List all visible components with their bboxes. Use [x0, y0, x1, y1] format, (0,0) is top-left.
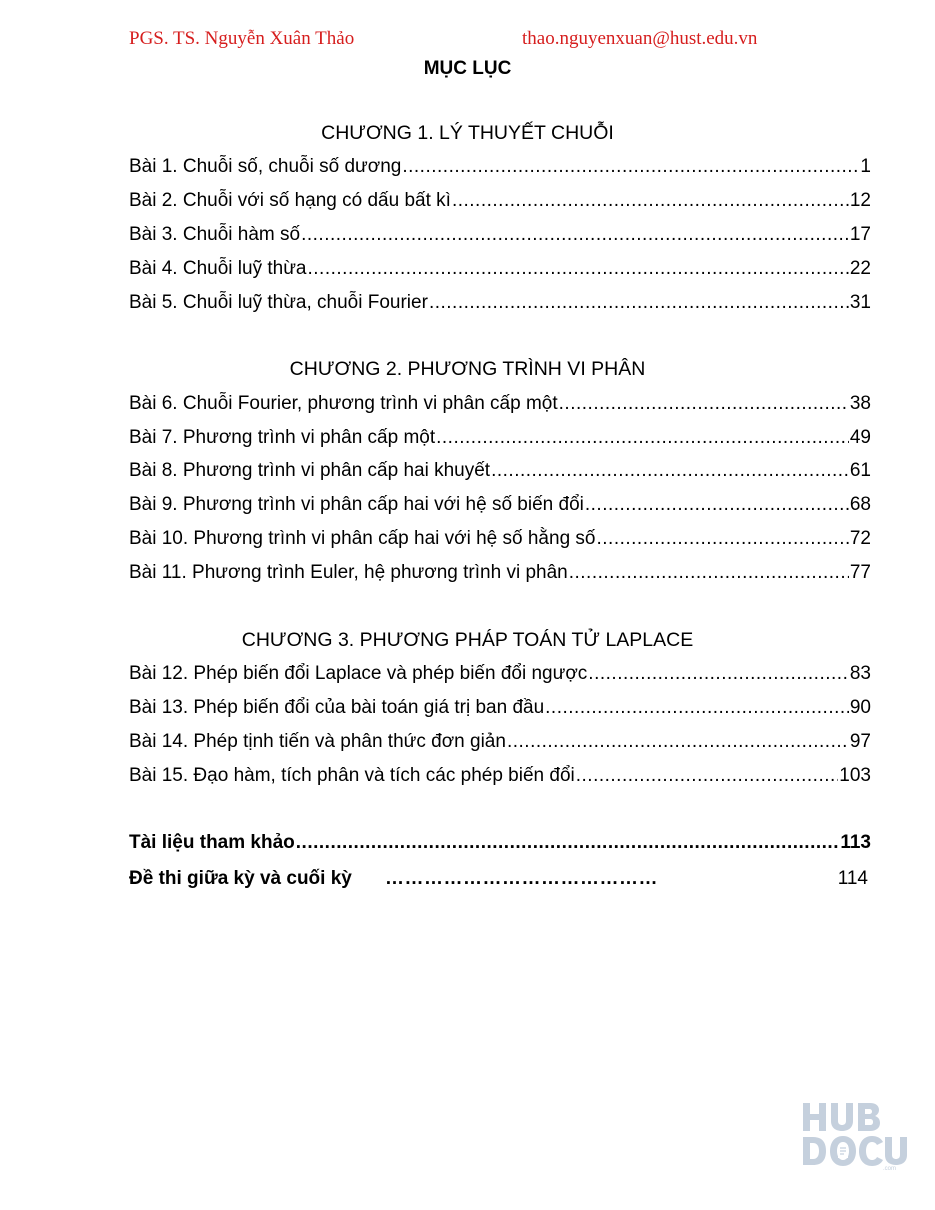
page-number: 1 — [860, 156, 871, 177]
toc-entry-12[interactable]: Bài 12. Phép biến đổi Laplace và phép biến đổi ngược ..... 83 — [129, 663, 871, 689]
page-number: 97 — [849, 731, 871, 752]
leader-dots — [491, 460, 849, 482]
page-number: 68 — [849, 494, 871, 515]
page-number: 12 — [849, 190, 871, 211]
toc-entry-5[interactable]: Bài 5. Chuỗi luỹ thừa, chuỗi Fourier ..... 31 — [129, 292, 871, 318]
toc-entry-9[interactable]: Bài 9. Phương trình vi phân cấp hai với hệ số biến đổi ..... 68 — [129, 494, 871, 520]
hubdocu-watermark-logo — [800, 1101, 908, 1171]
page-number: 17 — [849, 224, 871, 245]
toc-entry-2[interactable]: Bài 2. Chuỗi với số hạng có dấu bất kì ..... 12 — [129, 190, 871, 216]
toc-entry-1[interactable]: Bài 1. Chuỗi số, chuỗi số dương ..... 1 — [129, 156, 871, 182]
page-number: 61 — [849, 460, 871, 481]
leader-dots — [569, 562, 849, 584]
toc-entry-4[interactable]: Bài 4. Chuỗi luỹ thừa ..... 22 — [129, 258, 871, 284]
toc-entry-7[interactable]: Bài 7. Phương trình vi phân cấp một ..... 49 — [129, 427, 871, 453]
toc-entry-15[interactable]: Bài 15. Đạo hàm, tích phân và tích các phép biến đổi ..... 103 — [129, 765, 871, 791]
leader-dots — [576, 765, 839, 787]
author-email: thao.nguyenxuan@hust.edu.vn — [522, 28, 758, 49]
leader-dots — [507, 731, 849, 753]
toc-entry-3[interactable]: Bài 3. Chuỗi hàm số ..... 17 — [129, 224, 871, 250]
leader-dots — [596, 528, 848, 550]
chapter-2-heading: CHƯƠNG 2. PHƯƠNG TRÌNH VI PHÂN — [289, 358, 646, 380]
toc-entry-references[interactable]: Tài liệu tham khảo ..... 113 — [129, 832, 871, 858]
leader-dots — [559, 393, 849, 415]
page-number: 90 — [849, 697, 871, 718]
author-name: PGS. TS. Nguyễn Xuân Thảo — [129, 28, 355, 49]
page-number: 83 — [849, 663, 871, 684]
page-number: 49 — [849, 427, 871, 448]
chapter-1-heading: CHƯƠNG 1. LÝ THUYẾT CHUỖI — [321, 122, 614, 144]
page-number: 77 — [849, 562, 871, 583]
leader-dots — [308, 258, 849, 280]
page-number: 103 — [839, 765, 871, 786]
page-number: 72 — [849, 528, 871, 549]
toc-entry-8[interactable]: Bài 8. Phương trình vi phân cấp hai khuyết ..... 61 — [129, 460, 871, 486]
leader-dots — [301, 224, 849, 246]
page-number: 113 — [840, 832, 871, 853]
leader-dots: …………………………………… — [385, 868, 658, 889]
page-number: 22 — [849, 258, 871, 279]
toc-entry-10[interactable]: Bài 10. Phương trình vi phân cấp hai với hệ số hằng số ..... 72 — [129, 528, 871, 554]
svg-text:.com: .com — [882, 1166, 896, 1171]
leader-dots — [585, 494, 849, 516]
page-number: 114 — [837, 868, 868, 889]
toc-title: MỤC LỤC — [423, 58, 512, 79]
leader-dots — [452, 190, 849, 212]
leader-dots — [436, 427, 849, 449]
chapter-3-heading: CHƯƠNG 3. PHƯƠNG PHÁP TOÁN TỬ LAPLACE — [241, 629, 694, 651]
toc-entry-11[interactable]: Bài 11. Phương trình Euler, hệ phương trình vi phân ..... 77 — [129, 562, 871, 588]
toc-entry-6[interactable]: Bài 6. Chuỗi Fourier, phương trình vi phân cấp một ..... 38 — [129, 393, 871, 419]
leader-dots — [296, 832, 840, 854]
page-header — [0, 28, 935, 52]
toc-entry-14[interactable]: Bài 14. Phép tịnh tiến và phân thức đơn giản ..... 97 — [129, 731, 871, 757]
leader-dots — [588, 663, 849, 685]
leader-dots — [429, 292, 849, 314]
leader-dots — [402, 156, 859, 178]
toc-entry-13[interactable]: Bài 13. Phép biến đổi của bài toán giá trị ban đầu ..... 90 — [129, 697, 871, 723]
page-number: 38 — [849, 393, 871, 414]
page-number: 31 — [849, 292, 871, 313]
leader-dots — [545, 697, 849, 719]
